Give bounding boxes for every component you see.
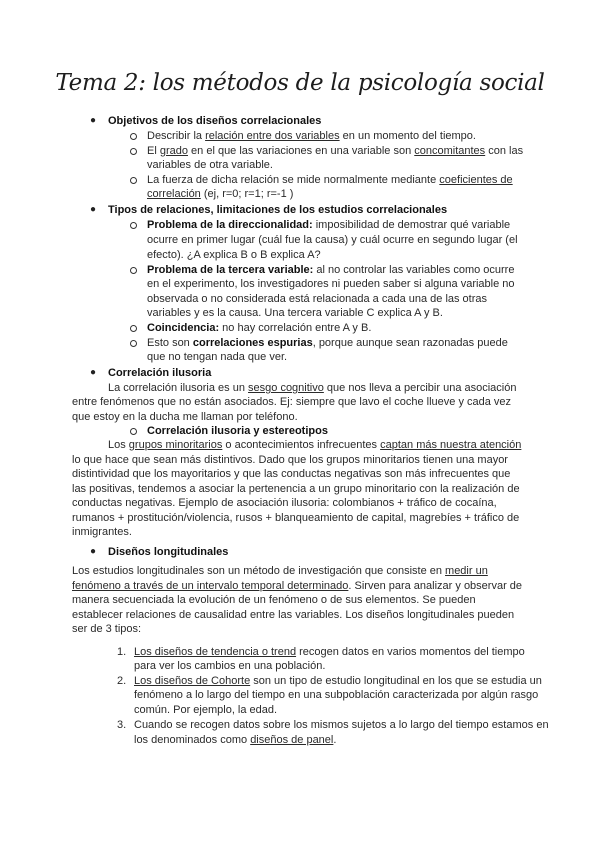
paragraph-line: entre fenómenos que no están asociados. Ej: siempre que lavo el coche llueve y cada vez: [72, 396, 512, 408]
text: recogen datos en varios momentos del tiempo: [296, 646, 525, 658]
paragraph-line: las positivas, tendemos a asociar la pertenencia a un grupo minoritario con la realización de: [72, 483, 520, 495]
bullet-icon: ●: [90, 115, 97, 126]
numbered-item: [134, 645, 525, 659]
list-item-continuation: que no tengan nada que ver.: [147, 351, 288, 363]
list-item: [147, 263, 514, 277]
text: Los estudios longitudinales son un método de investigación que consiste en: [72, 565, 446, 577]
underlined-term: Los diseños de tendencia o trend: [134, 646, 297, 658]
text: , porque aunque sean razonadas puede: [312, 337, 508, 349]
paragraph-line: establecer relaciones de causalidad entre las variables. Los diseños longitudinales pueden: [72, 609, 515, 621]
list-item-continuation: efecto). ¿A explica B o B explica A?: [147, 249, 321, 261]
paragraph-line: [72, 579, 522, 593]
bullet-icon: ●: [90, 367, 97, 378]
text: . Sirven para analizar y observar de: [348, 580, 523, 592]
numbered-item-continuation: [134, 733, 336, 747]
numbered-item-continuation: para ver los cambios en una población.: [134, 660, 326, 672]
list-item: [147, 144, 523, 158]
text: La correlación ilusoria es un: [108, 382, 249, 394]
bold-term: Problema de la direccionalidad:: [147, 219, 313, 231]
section-heading-longitudinales: Diseños longitudinales: [108, 546, 229, 558]
numbered-item: [134, 674, 542, 688]
bullet-icon: ●: [90, 204, 97, 215]
underlined-term: diseños de panel: [250, 734, 334, 746]
list-item-continuation: variables de otra variable.: [147, 159, 273, 171]
circle-bullet-icon: [130, 222, 137, 229]
paragraph-line: rumanos + prostitución/violencia, rusos + blanqueamiento de capital, magrebíes + tráfico de: [72, 512, 520, 524]
text: o acontecimientos infrecuentes: [222, 439, 381, 451]
list-item: [147, 321, 371, 335]
text: Los: [108, 439, 129, 451]
underlined-term: captan más nuestra atención: [380, 439, 522, 451]
list-item: [147, 173, 513, 187]
circle-bullet-icon: [130, 325, 137, 332]
page-title: Tema 2: los métodos de la psicología social: [55, 70, 545, 96]
paragraph-line: lo que hace que sean más distintivos. Dado que los grupos minoritarios tienen una mayor: [72, 454, 508, 466]
list-item-continuation: [147, 187, 293, 201]
paragraph-line: [108, 381, 516, 395]
circle-bullet-icon: [130, 428, 137, 435]
numbered-item-continuation: común. Por ejemplo, la edad.: [134, 704, 278, 716]
underlined-term: correlación: [147, 188, 201, 200]
text: son un tipo de estudio longitudinal en los que se estudia un: [250, 675, 542, 687]
numbered-item-continuation: fenómeno a lo largo del tiempo en una subpoblación caracterizada por algún rasgo: [134, 689, 539, 701]
underlined-term: coeficientes de: [439, 174, 513, 186]
bullet-icon: ●: [90, 546, 97, 557]
underlined-term: concomitantes: [414, 145, 486, 157]
paragraph-line: [108, 438, 521, 452]
section-heading-correlacionales: Objetivos de los diseños correlacionales: [108, 115, 322, 127]
list-item: [147, 129, 476, 143]
text: Esto son: [147, 337, 193, 349]
list-number: 3.: [117, 719, 127, 731]
list-item: [147, 218, 510, 232]
bold-term: correlaciones espurias: [192, 337, 313, 349]
section-heading-correlacion-ilusoria: Correlación ilusoria: [108, 367, 212, 379]
underlined-term: fenómeno a través de un intervalo temporal determinado: [72, 580, 349, 592]
text: Describir la: [147, 130, 206, 142]
paragraph-line: manera secuenciada la evolución de un fenómeno o de sus elementos. Se pueden: [72, 594, 476, 606]
list-item-continuation: en el experimento, los investigadores ni pueden saber si alguna variable no: [147, 278, 515, 290]
text: en un momento del tiempo.: [339, 130, 476, 142]
text: los denominados como: [134, 734, 251, 746]
underlined-term: sesgo cognitivo: [248, 382, 324, 394]
underlined-term: grado: [159, 145, 188, 157]
text: .: [333, 734, 337, 746]
list-number: 2.: [117, 675, 127, 687]
bold-term: Problema de la tercera variable:: [147, 264, 314, 276]
list-item-continuation: variables y es la causa. Una tercera variable C explica A y B.: [147, 307, 443, 319]
list-item-continuation: ocurre en primer lugar (cuál fue la causa) y cuál ocurre en segundo lugar (el: [147, 234, 518, 246]
list-item: [147, 336, 508, 350]
circle-bullet-icon: [130, 148, 137, 155]
text: El: [147, 145, 160, 157]
underlined-term: grupos minoritarios: [128, 439, 223, 451]
paragraph-line: distintividad que los mayoritarios y que las conductas negativas son más infrecuentes que: [72, 468, 511, 480]
underlined-term: medir un: [445, 565, 488, 577]
circle-bullet-icon: [130, 267, 137, 274]
text: no hay correlación entre A y B.: [219, 322, 372, 334]
paragraph-line: inmigrantes.: [72, 526, 132, 538]
text: imposibilidad de demostrar qué variable: [312, 219, 511, 231]
numbered-item: Cuando se recogen datos sobre los mismos sujetos a lo largo del tiempo estamos en: [134, 719, 549, 731]
text: (ej, r=0; r=1; r=-1 ): [200, 188, 294, 200]
circle-bullet-icon: [130, 177, 137, 184]
circle-bullet-icon: [130, 340, 137, 347]
text: en el que las variaciones en una variable son: [187, 145, 415, 157]
paragraph-line: [72, 564, 488, 578]
text: con las: [485, 145, 524, 157]
bold-term: Coincidencia:: [147, 322, 220, 334]
section-heading-tipos: Tipos de relaciones, limitaciones de los estudios correlacionales: [108, 204, 448, 216]
subsection-heading-estereotipos: Correlación ilusoria y estereotipos: [147, 425, 328, 437]
circle-bullet-icon: [130, 133, 137, 140]
text: La fuerza de dicha relación se mide normalmente mediante: [147, 174, 440, 186]
paragraph-line: conductas negativas. Ejemplo de asociación ilusoria: colombianos + tráfico de cocaína,: [72, 497, 497, 509]
underlined-term: Los diseños de Cohorte: [134, 675, 251, 687]
text: al no controlar las variables como ocurre: [313, 264, 515, 276]
paragraph-line: ser de 3 tipos:: [72, 623, 142, 635]
text: que nos lleva a percibir una asociación: [323, 382, 517, 394]
underlined-term: relación entre dos variables: [205, 130, 340, 142]
paragraph-line: que estoy en la ducha me llaman por teléfono.: [72, 411, 298, 423]
list-number: 1.: [117, 646, 127, 658]
list-item-continuation: observada o no considerada está relacionada a cada una de las otras: [147, 293, 488, 305]
